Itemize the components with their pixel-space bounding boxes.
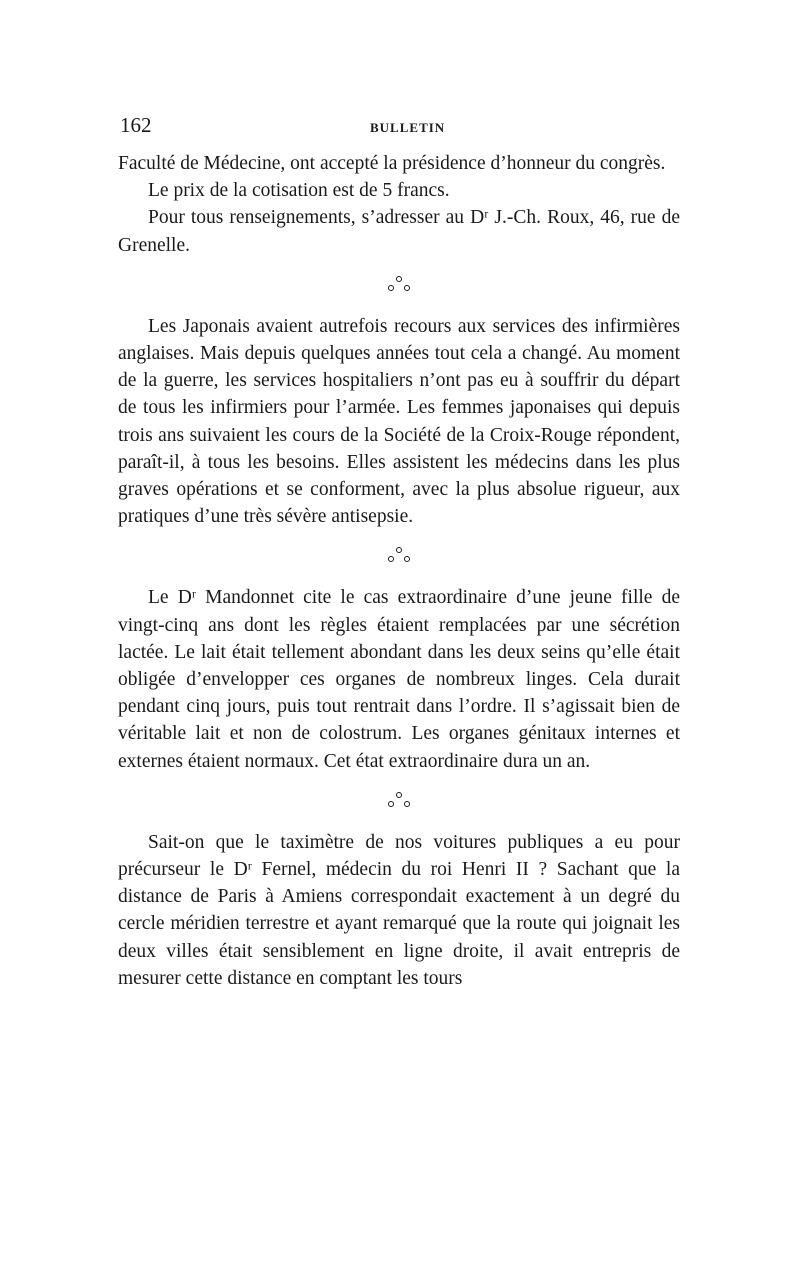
running-head: BULLETIN (370, 120, 446, 135)
paragraph-cotisation: Le prix de la cotisation est de 5 francs. (148, 180, 450, 202)
page-number: 162 (120, 113, 152, 137)
section-ornament (379, 542, 419, 572)
paragraph-mandonnet: Le Dʳ Mandonnet cite le cas extraordinaire d’une jeune fille de vingt-cinq ans dont les règles étaient remplacées par une sécrétion lactée. Le lait était tellement abondant dans les deux seins qu’elle était obligée d’envelopper ces organes de nombreux linges. Cela durait pendant cinq jours, puis tout rentrait dans l’ordre. Il s’agissait bien de véritable lait et non de colostrum. Les organes génitaux internes et externes étaient normaux. Cet état extraordinaire dura un an. (118, 587, 680, 772)
page-header (120, 113, 680, 143)
section-ornament (379, 787, 419, 817)
paragraph-taximetre: Sait-on que le taximètre de nos voitures publiques a eu pour précurseur le Dʳ Fernel, médecin du roi Henri II ? Sachant que la distance de Paris à Amiens correspondait exactement à un degré du cercle méridien terrestre et ayant remarqué que la route qui joignait les deux villes était sensiblement en ligne droite, il avait entrepris de mesurer cette distance en comptant les tours (118, 831, 680, 989)
paragraph-japonais: Les Japonais avaient autrefois recours aux services des infirmières anglaises. Mais depuis quelques années tout cela a changé. Au moment de la guerre, les services hospitaliers n’ont pas eu à souffrir du départ de tous les infirmiers pour l’armée. Les femmes japonaises qui depuis trois ans suivaient les cours de la Société de la Croix-Rouge répondent, paraît-il, à tous les besoins. Elles assistent les médecins dans les plus graves opérations et se conforment, avec la plus absolue rigueur, aux pratiques d’une très sévère antisepsie. (118, 315, 680, 528)
section-ornament (379, 271, 419, 301)
body-text (118, 150, 680, 992)
paragraph-renseignements: Pour tous renseignements, s’adresser au Dʳ J.-Ch. Roux, 46, rue de Grenelle. (118, 207, 680, 256)
paragraph-continued: Faculté de Médecine, ont accepté la présidence d’honneur du congrès. (118, 153, 666, 174)
